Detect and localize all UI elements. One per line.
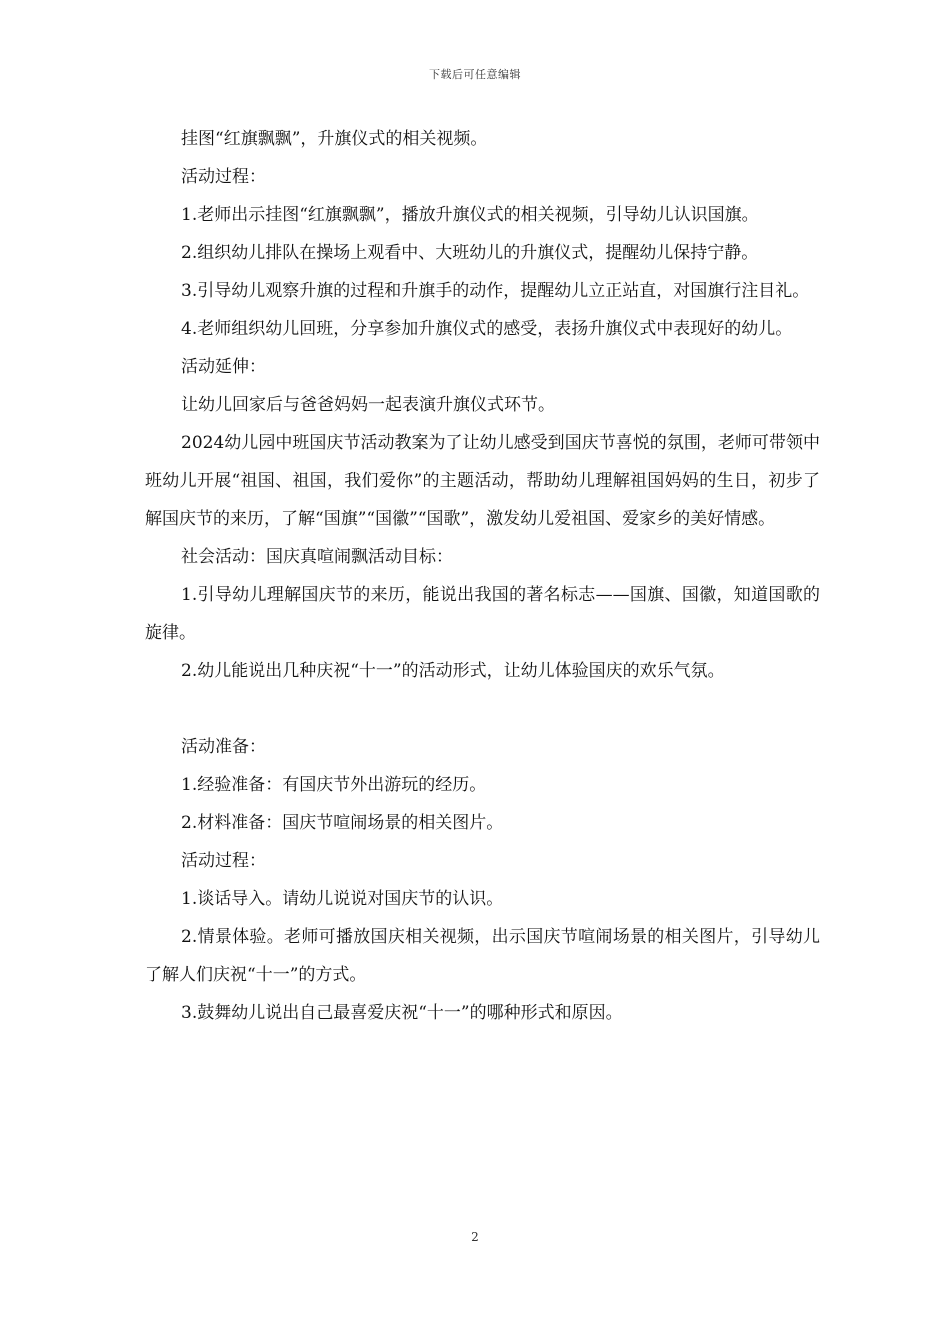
section-heading: 活动准备： bbox=[181, 737, 266, 757]
list-item: 1.谈话导入。请幼儿说说对国庆节的认识。 bbox=[181, 889, 504, 909]
section-heading: 活动延伸： bbox=[181, 357, 266, 377]
paragraph: 让幼儿回家后与爸爸妈妈一起表演升旗仪式环节。 bbox=[181, 395, 555, 415]
list-item: 2.组织幼儿排队在操场上观看中、大班幼儿的升旗仪式，提醒幼儿保持宁静。 bbox=[181, 243, 759, 263]
list-item: 1.引导幼儿理解国庆节的来历，能说出我国的著名标志——国旗、国徽，知道国歌的旋律。 bbox=[145, 585, 820, 643]
blank-line bbox=[145, 690, 820, 728]
page-header: 下载后可任意编辑 bbox=[429, 68, 521, 81]
list-item: 3.引导幼儿观察升旗的过程和升旗手的动作，提醒幼儿立正站直，对国旗行注目礼。 bbox=[181, 281, 810, 301]
list-item: 3.鼓舞幼儿说出自己最喜爱庆祝“十一”的哪种形式和原因。 bbox=[181, 1003, 623, 1023]
paragraph: 2024幼儿园中班国庆节活动教案为了让幼儿感受到国庆节喜悦的氛围，老师可带领中班幼儿开展“祖国、祖国，我们爱你”的主题活动，帮助幼儿理解祖国妈妈的生日，初步了解国庆节的来历，了解“国旗”“国徽”“国歌”，激发幼儿爱祖国、爱家乡的美好情感。 bbox=[145, 433, 820, 529]
list-item: 2.幼儿能说出几种庆祝“十一”的活动形式，让幼儿体验国庆的欢乐气氛。 bbox=[181, 661, 725, 681]
list-item: 2.材料准备：国庆节喧闹场景的相关图片。 bbox=[181, 813, 504, 833]
list-item: 1.经验准备：有国庆节外出游玩的经历。 bbox=[181, 775, 487, 795]
list-item: 2.情景体验。老师可播放国庆相关视频，出示国庆节喧闹场景的相关图片，引导幼儿了解人们庆祝“十一”的方式。 bbox=[145, 927, 820, 985]
section-heading: 社会活动：国庆真喧闹飘活动目标： bbox=[181, 547, 453, 567]
list-item: 1.老师出示挂图“红旗飘飘”，播放升旗仪式的相关视频，引导幼儿认识国旗。 bbox=[181, 205, 759, 225]
document-body bbox=[145, 120, 820, 1032]
section-heading: 活动过程： bbox=[181, 167, 266, 187]
section-heading: 活动过程： bbox=[181, 851, 266, 871]
list-item: 4.老师组织幼儿回班，分享参加升旗仪式的感受，表扬升旗仪式中表现好的幼儿。 bbox=[181, 319, 793, 339]
paragraph: 挂图“红旗飘飘”，升旗仪式的相关视频。 bbox=[181, 129, 488, 149]
page-number: 2 bbox=[471, 1230, 479, 1244]
